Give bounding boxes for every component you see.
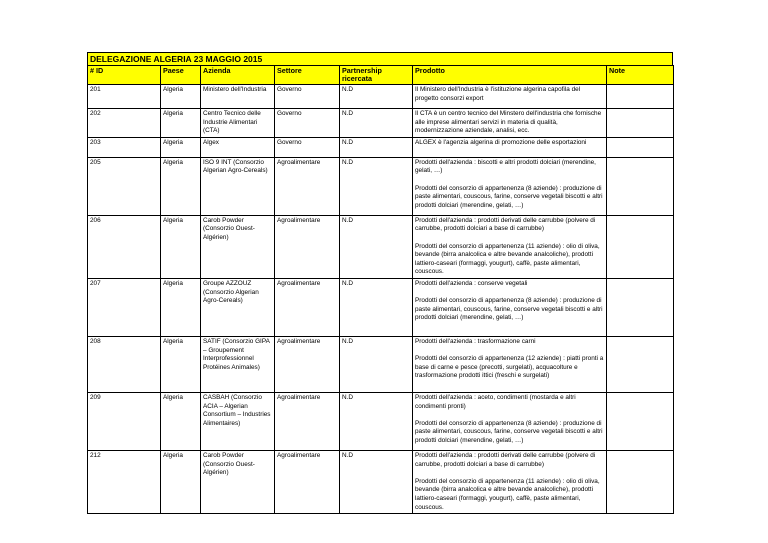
col-header-settore: Settore (275, 66, 340, 85)
table-row (88, 278, 674, 336)
cell-prodotto: Prodotti dell'azienda : biscotti e altri prodotti dolciari (merendine, gelati, …) Prodotti del consorzio di appartenenza (8 aziende) : produzione di paste alimentari, couscous, farine, conserve vegetali biscotti e altri prodotti dolciari (merendine, gelati, …) (413, 157, 607, 215)
cell-id: 202 (88, 109, 161, 138)
cell-settore: Agroalimentare (275, 392, 340, 450)
cell-id: 201 (88, 85, 161, 109)
cell-partnership: N.D (340, 450, 413, 513)
cell-paese: Algeria (161, 392, 201, 450)
table-row (88, 336, 674, 392)
cell-prodotto: Il Ministero dell'Industria è l'istituzione algerina capofila del progetto consorzi export (413, 85, 607, 109)
header-row (88, 66, 674, 85)
cell-id: 206 (88, 215, 161, 278)
cell-azienda: Groupe AZZOUZ (Consorzio Algerian Agro-Cereals) (201, 278, 275, 336)
col-header-azienda: Azienda (201, 66, 275, 85)
cell-note (607, 215, 674, 278)
cell-partnership: N.D (340, 336, 413, 392)
cell-paese: Algeria (161, 85, 201, 109)
cell-id: 212 (88, 450, 161, 513)
cell-azienda: Ministero dell'Industria (201, 85, 275, 109)
cell-paese: Algeria (161, 215, 201, 278)
cell-partnership: N.D (340, 392, 413, 450)
table-row (88, 392, 674, 450)
cell-azienda: Algex (201, 137, 275, 157)
cell-id: 203 (88, 137, 161, 157)
cell-settore: Governo (275, 109, 340, 138)
cell-note (607, 109, 674, 138)
cell-prodotto: Prodotti dell'azienda : prodotti derivati delle carrubbe (polvere di carrubbe, prodotti dolciari a base di carrubbe) Prodotti del consorzio di appartenenza (11 aziende) : olio di oliva, bevande (birra analcolica e altre bevande analcoliche), prodotti lattiero-caseari (formaggi, yougurt), caffè, paste alimentari, couscous. (413, 450, 607, 513)
table-row (88, 109, 674, 138)
col-header-id: # ID (88, 66, 161, 85)
col-header-prodotto: Prodotto (413, 66, 607, 85)
col-header-paese: Paese (161, 66, 201, 85)
cell-note (607, 137, 674, 157)
cell-note (607, 336, 674, 392)
cell-prodotto: Prodotti dell'azienda : trasformazione carni Prodotti del consorzio di appartenenza (12 aziende) : piatti pronti a base di carne e pesce (precotti, surgelati), acquacolture e trasformazione prodotti ittici (freschi e surgelati) (413, 336, 607, 392)
cell-partnership: N.D (340, 215, 413, 278)
table-row (88, 215, 674, 278)
table-row (88, 157, 674, 215)
table-row (88, 450, 674, 513)
cell-azienda: Carob Powder (Consorzio Ouest-Algérien) (201, 450, 275, 513)
cell-azienda: CASBAH (Consorzio ACIA – Algerian Consortium – Industries Alimentaires) (201, 392, 275, 450)
cell-azienda: Carob Powder (Consorzio Ouest-Algérien) (201, 215, 275, 278)
cell-paese: Algeria (161, 157, 201, 215)
cell-prodotto: Prodotti dell'azienda : aceto, condimenti (mostarda e altri condimenti pronti) Prodotti del consorzio di appartenenza (8 aziende) : produzione di paste alimentari, couscous, farine, conserve vegetali biscotti e altri prodotti dolciari (merendine, gelati, …) (413, 392, 607, 450)
cell-settore: Governo (275, 85, 340, 109)
cell-prodotto: Prodotti dell'azienda : prodotti derivati delle carrubbe (polvere di carrubbe, prodotti dolciari a base di carrubbe) Prodotti del consorzio di appartenenza (11 aziende) : olio di oliva, bevande (birra analcolica e altre bevande analcoliche), prodotti lattiero-caseari (formaggi, yougurt), caffè, paste alimentari, couscous. (413, 215, 607, 278)
col-header-partnership: Partnership ricercata (340, 66, 413, 85)
sheet-title: DELEGAZIONE ALGERIA 23 MAGGIO 2015 (87, 52, 673, 65)
cell-azienda: ISO 9 INT (Consorzio Algerian Agro-Cereals) (201, 157, 275, 215)
cell-prodotto: Prodotti dell'azienda : conserve vegetali Prodotti del consorzio di appartenenza (8 aziende) : produzione di paste alimentari, couscous, farine, conserve vegetali biscotti e altri prodotti dolciari (merendine, gelati, …) (413, 278, 607, 336)
cell-prodotto: ALGEX è l'agenzia algerina di promozione delle esportazioni (413, 137, 607, 157)
delegation-table (87, 65, 674, 514)
cell-id: 209 (88, 392, 161, 450)
cell-settore: Agroalimentare (275, 278, 340, 336)
cell-note (607, 157, 674, 215)
cell-note (607, 450, 674, 513)
cell-settore: Agroalimentare (275, 157, 340, 215)
cell-paese: Algeria (161, 137, 201, 157)
cell-partnership: N.D (340, 157, 413, 215)
cell-id: 208 (88, 336, 161, 392)
cell-azienda: Centro Tecnico delle Industrie Alimentari (CTA) (201, 109, 275, 138)
table-row (88, 137, 674, 157)
cell-note (607, 392, 674, 450)
table-row (88, 85, 674, 109)
cell-partnership: N.D (340, 137, 413, 157)
cell-azienda: SATIF (Consorzio GIPA – Groupement Interprofessionnel Protéines Animales) (201, 336, 275, 392)
cell-partnership: N.D (340, 109, 413, 138)
cell-partnership: N.D (340, 85, 413, 109)
cell-paese: Algeria (161, 336, 201, 392)
cell-settore: Agroalimentare (275, 215, 340, 278)
cell-settore: Governo (275, 137, 340, 157)
cell-paese: Algeria (161, 278, 201, 336)
col-header-note: Note (607, 66, 674, 85)
cell-paese: Algeria (161, 109, 201, 138)
cell-paese: Algeria (161, 450, 201, 513)
cell-settore: Agroalimentare (275, 450, 340, 513)
cell-id: 205 (88, 157, 161, 215)
cell-id: 207 (88, 278, 161, 336)
cell-note (607, 278, 674, 336)
cell-prodotto: Il CTA è un centro tecnico del Minstero dell'industria che fornische alle imprese alimentari servizi in materia di qualità, modernizzazione aziendale, analisi, ecc. (413, 109, 607, 138)
cell-partnership: N.D (340, 278, 413, 336)
spreadsheet (87, 52, 673, 514)
cell-note (607, 85, 674, 109)
cell-settore: Agroalimentare (275, 336, 340, 392)
